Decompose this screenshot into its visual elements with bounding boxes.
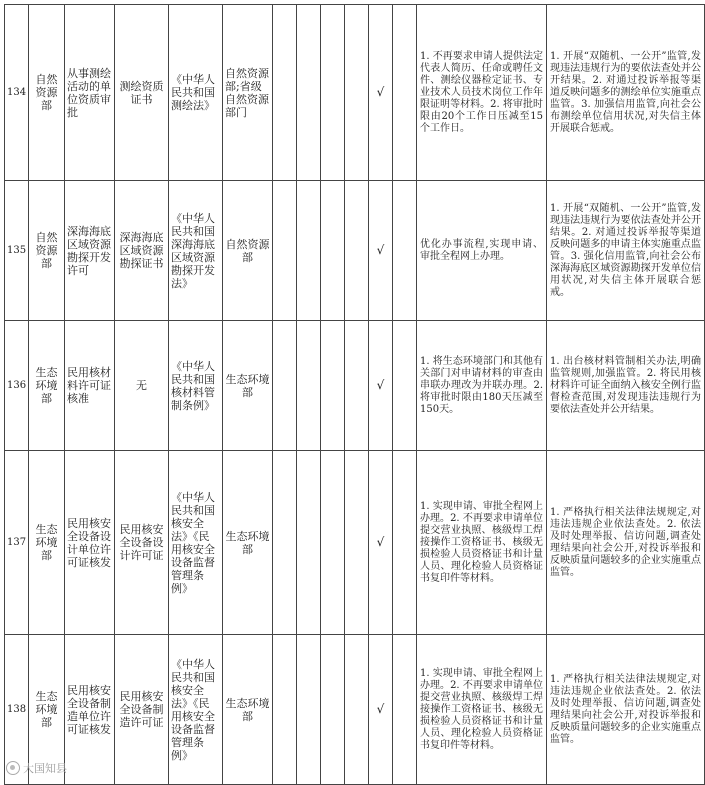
item-cell: 民用核材料许可证核准: [65, 321, 115, 451]
empty-cell: [321, 635, 345, 785]
empty-cell: [345, 451, 369, 635]
empty-cell: [321, 5, 345, 181]
row-number: 137: [5, 451, 29, 635]
empty-cell: [393, 181, 417, 321]
reform-measures-cell: 1. 实现申请、审批全程网上办理。2. 不再要求申请单位提交营业执照、核级焊工焊接操作工资格证书、核级无损检验人员资格证书和计量人员、理化检验人员资格证书复印件等材料。: [417, 635, 547, 785]
supervision-cell: 1. 严格执行相关法律法规规定,对违法违规企业依法查处。2. 依法及时处理举报、信访问题,调查处理结果向社会公开,对投诉举报和反映质量问题较多的企业实施重点监管。: [547, 635, 705, 785]
table-row: [5, 181, 705, 321]
row-number: 138: [5, 635, 29, 785]
empty-cell: [273, 181, 297, 321]
reform-measures-cell: 1. 将生态环境部门和其他有关部门对申请材料的审查由串联办理改为并联办理。2. 将审批时限由180天压减至150天。: [417, 321, 547, 451]
supervision-cell: 1. 开展“双随机、一公开”监管,发现违法违规行为要依法查处并公开结果。2. 对通过投诉举报等渠道反映问题多的申请主体实施重点监管。3. 强化信用监管,向社会公布深海海底区域资源勘探开发单位信用状况,对失信主体开展联合惩戒。: [547, 181, 705, 321]
authority-cell: 生态环境部: [223, 635, 273, 785]
license-cell: 深海海底区域资源勘探证书: [115, 181, 169, 321]
reform-measures-cell: 优化办事流程,实现申请、审批全程网上办理。: [417, 181, 547, 321]
watermark-text: 大国知县: [23, 762, 67, 775]
empty-cell: [345, 635, 369, 785]
item-cell: 民用核安全设备制造单位许可证核发: [65, 635, 115, 785]
reform-measures-cell: 1. 实现申请、审批全程网上办理。2. 不再要求申请单位提交营业执照、核级焊工焊接操作工资格证书、核级无损检验人员资格证书和计量人员、理化检验人员资格证书复印件等材料。: [417, 451, 547, 635]
license-cell: 无: [115, 321, 169, 451]
authority-cell: 生态环境部: [223, 321, 273, 451]
table-row: [5, 321, 705, 451]
watermark: [6, 760, 67, 776]
basis-cell: 《中华人民共和国核材料管制条例》: [169, 321, 223, 451]
empty-cell: [297, 321, 321, 451]
license-cell: 民用核安全设备设计许可证: [115, 451, 169, 635]
license-cell: 测绘资质证书: [115, 5, 169, 181]
department-cell: 自然资源部: [29, 181, 65, 321]
empty-cell: [393, 635, 417, 785]
basis-cell: 《中华人民共和国深海海底区域资源勘探开发法》: [169, 181, 223, 321]
check-mark: √: [369, 5, 393, 181]
department-cell: 自然资源部: [29, 5, 65, 181]
item-cell: 深海海底区域资源勘探开发许可: [65, 181, 115, 321]
row-number: 136: [5, 321, 29, 451]
watermark-logo-icon: [6, 761, 20, 775]
empty-cell: [273, 635, 297, 785]
empty-cell: [297, 5, 321, 181]
empty-cell: [393, 5, 417, 181]
row-number: 134: [5, 5, 29, 181]
check-mark: √: [369, 181, 393, 321]
department-cell: 生态环境部: [29, 321, 65, 451]
supervision-cell: 1. 开展“双随机、一公开”监管,发现违法违规行为的要依法查处并公开结果。2. 对通过投诉举报等渠道反映问题多的测绘单位实施重点监管。3. 加强信用监管,向社会公布测绘单位信用状况,对失信主体开展联合惩戒。: [547, 5, 705, 181]
authority-cell: 自然资源部: [223, 181, 273, 321]
table-row: [5, 451, 705, 635]
policy-table: [4, 4, 705, 785]
check-mark: √: [369, 451, 393, 635]
empty-cell: [345, 181, 369, 321]
empty-cell: [321, 181, 345, 321]
department-cell: 生态环境部: [29, 451, 65, 635]
supervision-cell: 1. 严格执行相关法律法规规定,对违法违规企业依法查处。2. 依法及时处理举报、信访问题,调查处理结果向社会公开,对投诉举报和反映质量问题较多的企业实施重点监管。: [547, 451, 705, 635]
empty-cell: [321, 321, 345, 451]
empty-cell: [273, 5, 297, 181]
empty-cell: [297, 635, 321, 785]
row-number: 135: [5, 181, 29, 321]
empty-cell: [345, 5, 369, 181]
basis-cell: 《中华人民共和国核安全法》《民用核安全设备监督管理条例》: [169, 635, 223, 785]
license-cell: 民用核安全设备制造许可证: [115, 635, 169, 785]
reform-measures-cell: 1. 不再要求申请人提供法定代表人简历、任命或聘任文件、测绘仪器检定证书、专业技术人员技术岗位工作年限证明等材料。2. 将审批时限由20个工作日压减至15个工作日。: [417, 5, 547, 181]
empty-cell: [345, 321, 369, 451]
check-mark: √: [369, 321, 393, 451]
authority-cell: 生态环境部: [223, 451, 273, 635]
department-cell: 生态环境部: [29, 635, 65, 785]
empty-cell: [297, 451, 321, 635]
basis-cell: 《中华人民共和国测绘法》: [169, 5, 223, 181]
empty-cell: [321, 451, 345, 635]
empty-cell: [273, 451, 297, 635]
empty-cell: [273, 321, 297, 451]
empty-cell: [297, 181, 321, 321]
basis-cell: 《中华人民共和国核安全法》《民用核安全设备监督管理条例》: [169, 451, 223, 635]
authority-cell: 自然资源部;省级自然资源部门: [223, 5, 273, 181]
supervision-cell: 1. 出台核材料管制相关办法,明确监管规则,加强监管。2. 将民用核材料许可证全面纳入核安全例行监督检查范围,对发现违法违规行为要依法查处并公开结果。: [547, 321, 705, 451]
item-cell: 民用核安全设备设计单位许可证核发: [65, 451, 115, 635]
empty-cell: [393, 321, 417, 451]
check-mark: √: [369, 635, 393, 785]
table-row: [5, 5, 705, 181]
item-cell: 从事测绘活动的单位资质审批: [65, 5, 115, 181]
empty-cell: [393, 451, 417, 635]
table-row: [5, 635, 705, 785]
